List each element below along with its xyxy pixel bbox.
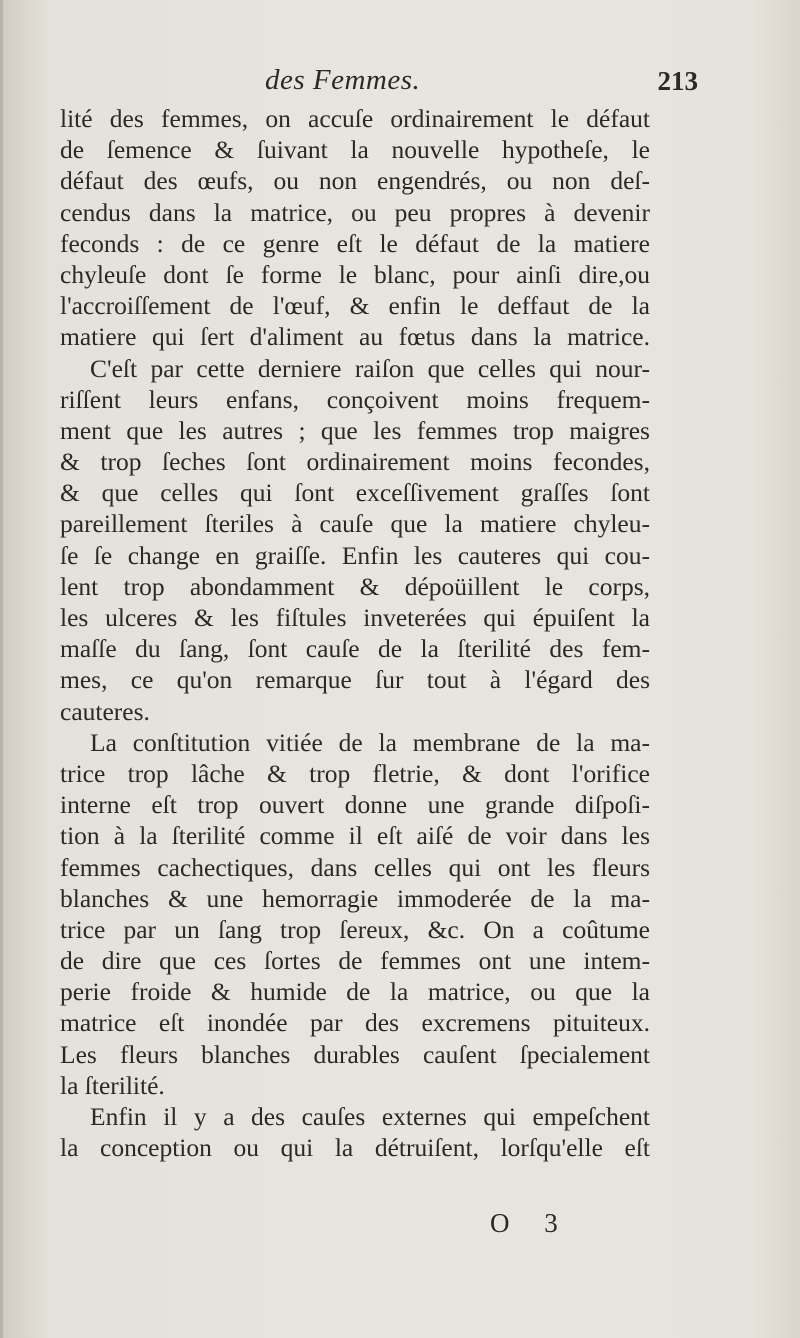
- text-line: matiere qui ſert d'aliment au fœtus dans la matrice.: [60, 322, 650, 352]
- text-line: matrice eſt inondée par des excremens pituiteux.: [60, 1008, 650, 1038]
- text-line: ſe ſe change en graiſſe. Enfin les cauteres qui cou-: [60, 540, 650, 570]
- text-line: feconds : de ce genre eſt le défaut de la matiere: [60, 228, 650, 258]
- text-line: riſſent leurs enfans, conçoivent moins frequem-: [60, 384, 650, 414]
- text-line: pareillement ſteriles à cauſe que la matiere chyleu-: [60, 509, 650, 539]
- body-text: [60, 103, 650, 1163]
- text-line: perie froide & humide de la matrice, ou que la: [60, 977, 650, 1007]
- text-line: interne eſt trop ouvert donne une grande diſpoſi-: [60, 790, 650, 820]
- text-line: de ſemence & ſuivant la nouvelle hypotheſe, le: [60, 135, 650, 165]
- text-line: cendus dans la matrice, ou peu propres à devenir: [60, 197, 650, 227]
- text-line: lent trop abondamment & dépoüillent le corps,: [60, 571, 650, 601]
- running-head: des Femmes.: [265, 64, 421, 96]
- page-header: [60, 64, 760, 104]
- text-line: lité des femmes, on accuſe ordinairement le défaut: [60, 104, 650, 133]
- text-line: la ſterilité.: [60, 1070, 165, 1100]
- text-line: mes, ce qu'on remarque ſur tout à l'égard des: [60, 665, 650, 695]
- text-line: l'accroiſſement de l'œuf, & enfin le deffaut de la: [60, 291, 650, 321]
- text-line: de dire que ces ſortes de femmes ont une intem-: [60, 946, 650, 976]
- text-line: chyleuſe dont ſe forme le blanc, pour ainſi dire,ou: [60, 259, 650, 289]
- text-line: ment que les autres ; que les femmes trop maigres: [60, 415, 650, 445]
- text-line: C'eſt par cette derniere raiſon que celles qui nour-: [90, 353, 650, 383]
- text-line: La conſtitution vitiée de la membrane de la ma-: [90, 727, 650, 757]
- text-line: Enfin il y a des cauſes externes qui empeſchent: [90, 1102, 650, 1131]
- text-line: maſſe du ſang, ſont cauſe de la ſterilité des fem-: [60, 634, 650, 664]
- text-line: les ulceres & les fiſtules inveterées qui épuiſent la: [60, 603, 650, 632]
- text-line: & trop ſeches ſont ordinairement moins fecondes,: [60, 447, 650, 477]
- signature-mark: O 3: [490, 1208, 572, 1238]
- text-line: défaut des œufs, ou non engendrés, ou non deſ-: [60, 166, 650, 196]
- text-line: trice trop lâche & trop fletrie, & dont l'orifice: [60, 758, 650, 788]
- text-line: & que celles qui ſont exceſſivement graſſes ſont: [60, 478, 650, 508]
- text-line: trice par un ſang trop ſereux, &c. On a coûtume: [60, 914, 650, 944]
- text-line: Les fleurs blanches durables cauſent ſpecialement: [60, 1039, 650, 1069]
- text-line: femmes cachectiques, dans celles qui ont les fleurs: [60, 852, 650, 882]
- text-line: cauteres.: [60, 696, 150, 726]
- text-line: la conception ou qui la détruiſent, lorſqu'elle eſt: [60, 1133, 650, 1163]
- page-edge: [0, 0, 3, 1338]
- text-line: tion à la ſterilité comme il eſt aiſé de voir dans les: [60, 821, 650, 851]
- text-line: blanches & une hemorragie immoderée de la ma-: [60, 883, 650, 913]
- page-number: 213: [657, 66, 698, 96]
